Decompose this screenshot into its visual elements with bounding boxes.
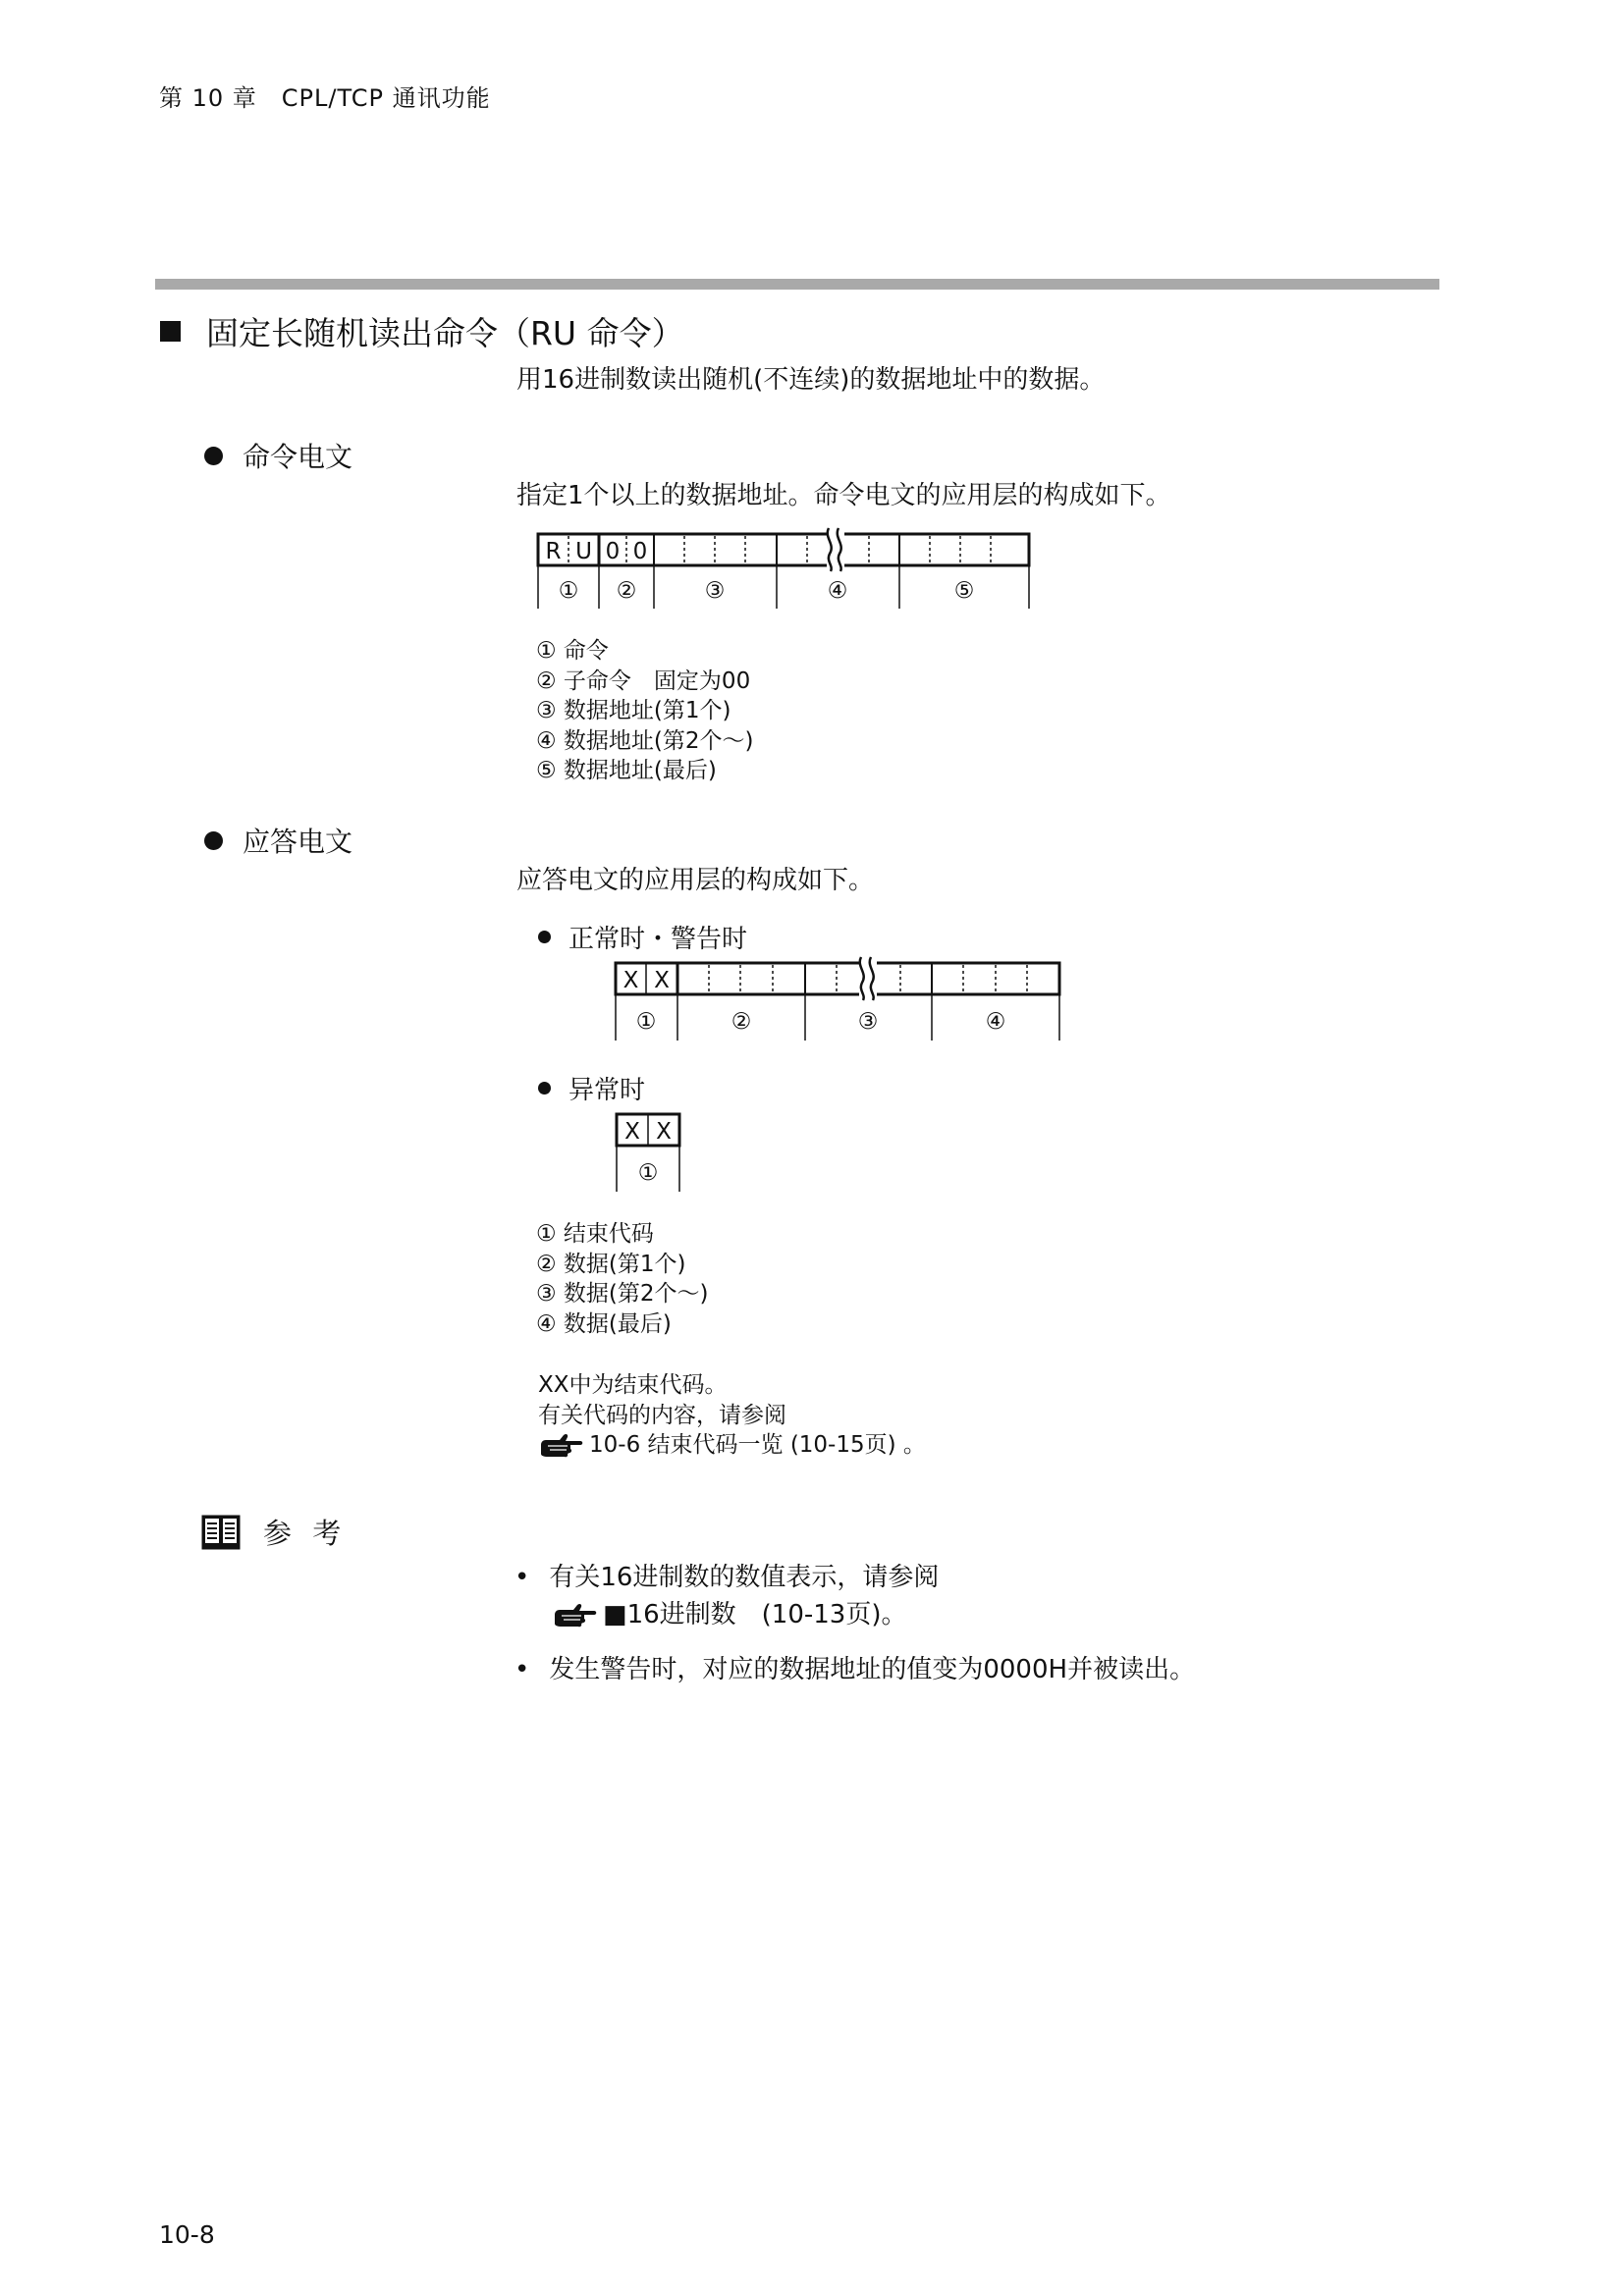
frame-char: X [624,1119,640,1145]
command-message-heading [204,436,352,475]
note-line: 有关代码的内容，请参阅 [538,1402,786,1428]
field-label: ⑤ [953,578,975,604]
reference-bullet-text: 有关16进制数的数值表示，请参阅 [549,1563,940,1592]
note-reference-text: 10-6 结束代码一览 (10-15页) 。 [589,1432,926,1458]
response-message-heading-text: 应答电文 [243,826,353,858]
field-label: ② [616,578,637,604]
bullet-point-icon: • [514,1655,530,1684]
square-bullet-icon [160,321,181,342]
legend-item: ① 命令 [536,638,609,664]
frame-char: X [623,968,639,993]
frame-char: U [575,539,592,564]
legend-item: ② 子命令 固定为00 [536,667,751,694]
note-line: XX中为结束代码。 [538,1372,728,1398]
bullet-dot-icon [204,447,223,465]
reference-heading-text: 参 考 [263,1517,348,1550]
bullet-point-icon: • [514,1563,530,1592]
normal-response-frame-diagram [609,956,1064,1046]
field-label: ① [637,1160,659,1186]
pointing-hand-icon [552,1603,599,1629]
section-intro: 用16进制数读出随机(不连续)的数据地址中的数据。 [516,365,1106,395]
frame-char: 0 [605,539,621,564]
field-label: ④ [827,578,848,604]
abnormal-response-frame-diagram [611,1107,685,1198]
legend-item: ② 数据(第1个) [536,1251,686,1277]
frame-char: R [545,539,562,564]
field-label: ① [558,578,579,604]
reference-heading [200,1512,347,1552]
legend-item: ③ 数据(第2个～) [536,1281,709,1307]
command-message-desc: 指定1个以上的数据地址。命令电文的应用层的构成如下。 [516,481,1171,510]
small-bullet-icon [538,1082,551,1095]
response-legend [536,1219,709,1339]
legend-item: ④ 数据(最后) [536,1310,672,1337]
legend-item: ③ 数据地址(第1个) [536,698,731,723]
abnormal-case-heading-text: 异常时 [568,1076,646,1105]
legend-item: ④ 数据地址(第2个～) [536,727,754,754]
field-label: ③ [857,1009,879,1035]
abnormal-case-heading [538,1070,645,1106]
response-message-desc: 应答电文的应用层的构成如下。 [516,866,875,895]
field-label: ① [635,1009,657,1035]
field-label: ② [731,1009,752,1035]
frame-char: X [656,1119,672,1145]
section-title-text: 固定长随机读出命令（RU 命令） [206,314,684,352]
end-code-note [538,1370,926,1461]
field-label: ③ [704,578,726,604]
page-number: 10-8 [159,2220,215,2249]
reference-link[interactable] [552,1594,907,1630]
legend-item: ⑤ 数据地址(最后) [536,758,717,783]
small-bullet-icon [538,931,551,943]
reference-bullet [514,1557,939,1593]
reference-bullet [514,1649,1195,1685]
command-message-heading-text: 命令电文 [243,441,353,473]
chapter-header: 第 10 章 CPL/TCP 通讯功能 [159,84,491,112]
legend-item: ① 结束代码 [536,1221,654,1247]
section-divider [155,279,1439,290]
frame-outline [616,963,1059,994]
reference-bullet-text: 发生警告时，对应的数据地址的值变为0000H并被读出。 [549,1655,1196,1684]
bullet-dot-icon [204,831,223,850]
pointing-hand-icon [538,1433,585,1459]
response-message-heading [204,821,352,860]
command-frame-diagram [530,526,1041,614]
book-icon [200,1514,242,1551]
normal-case-heading [538,919,747,955]
normal-case-heading-text: 正常时・警告时 [568,925,748,954]
frame-char: 0 [632,539,648,564]
command-legend [536,636,754,786]
note-reference[interactable] [538,1430,926,1461]
section-title [160,308,684,354]
frame-char: X [654,968,670,993]
reference-link-text: ■16进制数 (10-13页)。 [603,1600,907,1629]
field-label: ④ [985,1009,1006,1035]
